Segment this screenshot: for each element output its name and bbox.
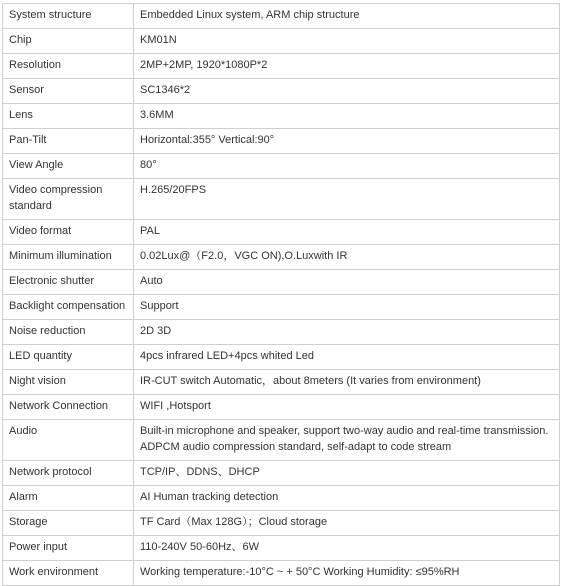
table-row bbox=[3, 370, 560, 395]
spec-label: Lens bbox=[3, 104, 134, 129]
table-row bbox=[3, 4, 560, 29]
spec-value: Support bbox=[134, 295, 560, 320]
spec-label: Power input bbox=[3, 536, 134, 561]
spec-label: Night vision bbox=[3, 370, 134, 395]
spec-value: AI Human tracking detection bbox=[134, 486, 560, 511]
table-row bbox=[3, 295, 560, 320]
spec-value: 2MP+2MP, 1920*1080P*2 bbox=[134, 54, 560, 79]
table-row bbox=[3, 461, 560, 486]
spec-table bbox=[2, 3, 560, 586]
spec-label: Backlight compensation bbox=[3, 295, 134, 320]
spec-value: WIFI ,Hotsport bbox=[134, 395, 560, 420]
spec-value: SC1346*2 bbox=[134, 79, 560, 104]
spec-label: Network protocol bbox=[3, 461, 134, 486]
spec-value: Embedded Linux system, ARM chip structure bbox=[134, 4, 560, 29]
table-row bbox=[3, 129, 560, 154]
spec-label: Video format bbox=[3, 220, 134, 245]
spec-value: KM01N bbox=[134, 29, 560, 54]
spec-label: Storage bbox=[3, 511, 134, 536]
spec-value: TF Card（Max 128G）；Cloud storage bbox=[134, 511, 560, 536]
spec-label: Noise reduction bbox=[3, 320, 134, 345]
spec-label: LED quantity bbox=[3, 345, 134, 370]
spec-label: View Angle bbox=[3, 154, 134, 179]
spec-value: Built-in microphone and speaker, support two-way audio and real-time transmission. ADPCM audio compression standard, self-adapt to code stream bbox=[134, 420, 560, 461]
spec-label: Work environment bbox=[3, 561, 134, 586]
spec-label: Electronic shutter bbox=[3, 270, 134, 295]
spec-value: 110-240V 50-60Hz、6W bbox=[134, 536, 560, 561]
table-row bbox=[3, 270, 560, 295]
table-row bbox=[3, 79, 560, 104]
table-row bbox=[3, 54, 560, 79]
spec-value: 2D 3D bbox=[134, 320, 560, 345]
spec-label: Pan-Tilt bbox=[3, 129, 134, 154]
spec-label: Video compression standard bbox=[3, 179, 134, 220]
table-row bbox=[3, 179, 560, 220]
table-row bbox=[3, 29, 560, 54]
spec-label: Alarm bbox=[3, 486, 134, 511]
table-row bbox=[3, 220, 560, 245]
table-row bbox=[3, 420, 560, 461]
spec-value: H.265/20FPS bbox=[134, 179, 560, 220]
spec-value: IR-CUT switch Automatic，about 8meters (It varies from environment) bbox=[134, 370, 560, 395]
spec-value: 3.6MM bbox=[134, 104, 560, 129]
spec-value: 0.02Lux@（F2.0，VGC ON),O.Luxwith IR bbox=[134, 245, 560, 270]
table-row bbox=[3, 104, 560, 129]
spec-label: System structure bbox=[3, 4, 134, 29]
table-row bbox=[3, 320, 560, 345]
table-row bbox=[3, 561, 560, 586]
spec-value: Auto bbox=[134, 270, 560, 295]
table-row bbox=[3, 486, 560, 511]
spec-label: Network Connection bbox=[3, 395, 134, 420]
table-row bbox=[3, 245, 560, 270]
spec-label: Minimum illumination bbox=[3, 245, 134, 270]
table-row bbox=[3, 395, 560, 420]
table-row bbox=[3, 154, 560, 179]
spec-value: 80° bbox=[134, 154, 560, 179]
spec-label: Audio bbox=[3, 420, 134, 461]
spec-value: 4pcs infrared LED+4pcs whited Led bbox=[134, 345, 560, 370]
spec-label: Sensor bbox=[3, 79, 134, 104]
spec-value: TCP/IP、DDNS、DHCP bbox=[134, 461, 560, 486]
spec-value: PAL bbox=[134, 220, 560, 245]
table-row bbox=[3, 536, 560, 561]
spec-value: Working temperature:-10°C ~ + 50°C Working Humidity: ≤95%RH bbox=[134, 561, 560, 586]
spec-label: Chip bbox=[3, 29, 134, 54]
table-row bbox=[3, 511, 560, 536]
spec-label: Resolution bbox=[3, 54, 134, 79]
table-row bbox=[3, 345, 560, 370]
spec-value: Horizontal:355° Vertical:90° bbox=[134, 129, 560, 154]
